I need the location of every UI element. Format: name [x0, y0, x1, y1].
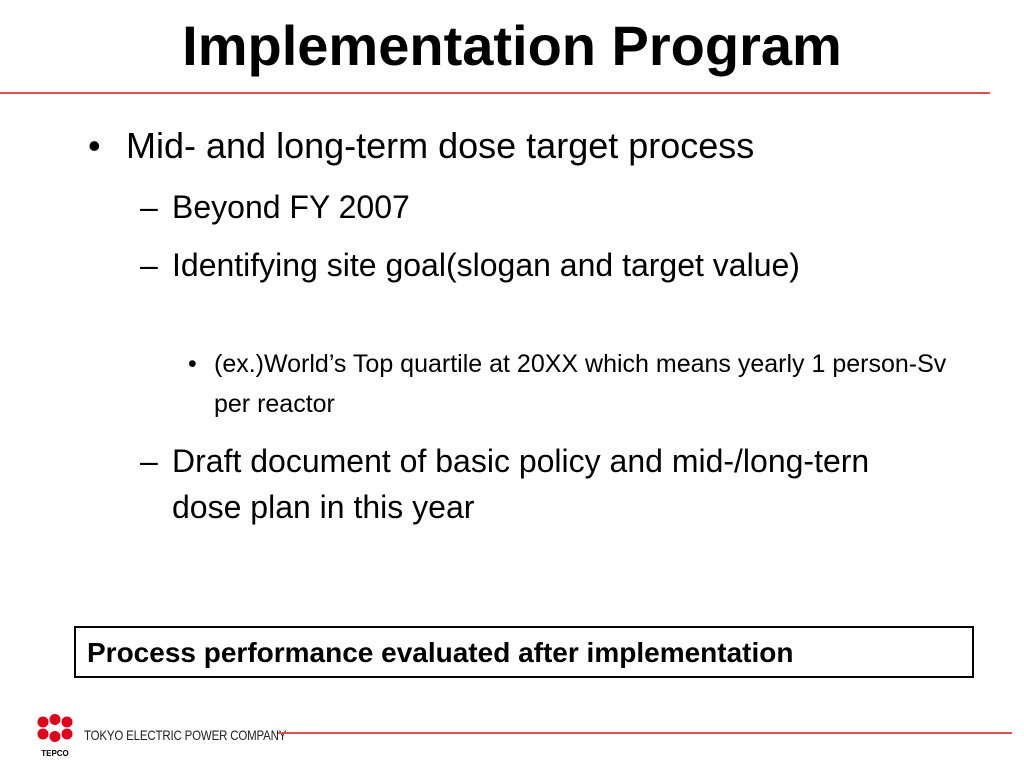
company-name: TOKYO ELECTRIC POWER COMPANY	[84, 727, 287, 743]
sub-bullet-1-text: Beyond FY 2007	[172, 189, 410, 225]
slide-title: Implementation Program	[182, 14, 842, 77]
sub-bullet-1	[140, 184, 880, 230]
detail-bullet-text: (ex.)World’s Top quartile at 20XX which means yearly 1 person-Sv per reactor	[214, 350, 947, 418]
sub-bullet-3-text: Draft document of basic policy and mid-/long-tern dose plan in this year	[172, 443, 870, 525]
bullet-main-text: Mid- and long-term dose target process	[126, 125, 755, 166]
tepco-logo	[36, 714, 74, 758]
sub-bullet-2	[140, 242, 860, 288]
title-divider	[0, 92, 990, 94]
callout-box	[74, 626, 974, 678]
bullet-mark: •	[88, 125, 101, 166]
dash-mark: –	[140, 189, 158, 225]
dash-mark: –	[140, 247, 158, 283]
logo-text: TEPCO	[41, 749, 69, 758]
callout-text: Process performance evaluated after implementation	[87, 637, 794, 668]
footer-divider	[278, 732, 1012, 734]
bullet-mark: •	[188, 350, 197, 378]
detail-bullet	[188, 344, 948, 424]
sub-bullet-3	[140, 438, 880, 530]
bullet-main	[88, 122, 754, 170]
sub-bullet-2-text: Identifying site goal(slogan and target value)	[172, 247, 800, 283]
dash-mark: –	[140, 443, 158, 479]
